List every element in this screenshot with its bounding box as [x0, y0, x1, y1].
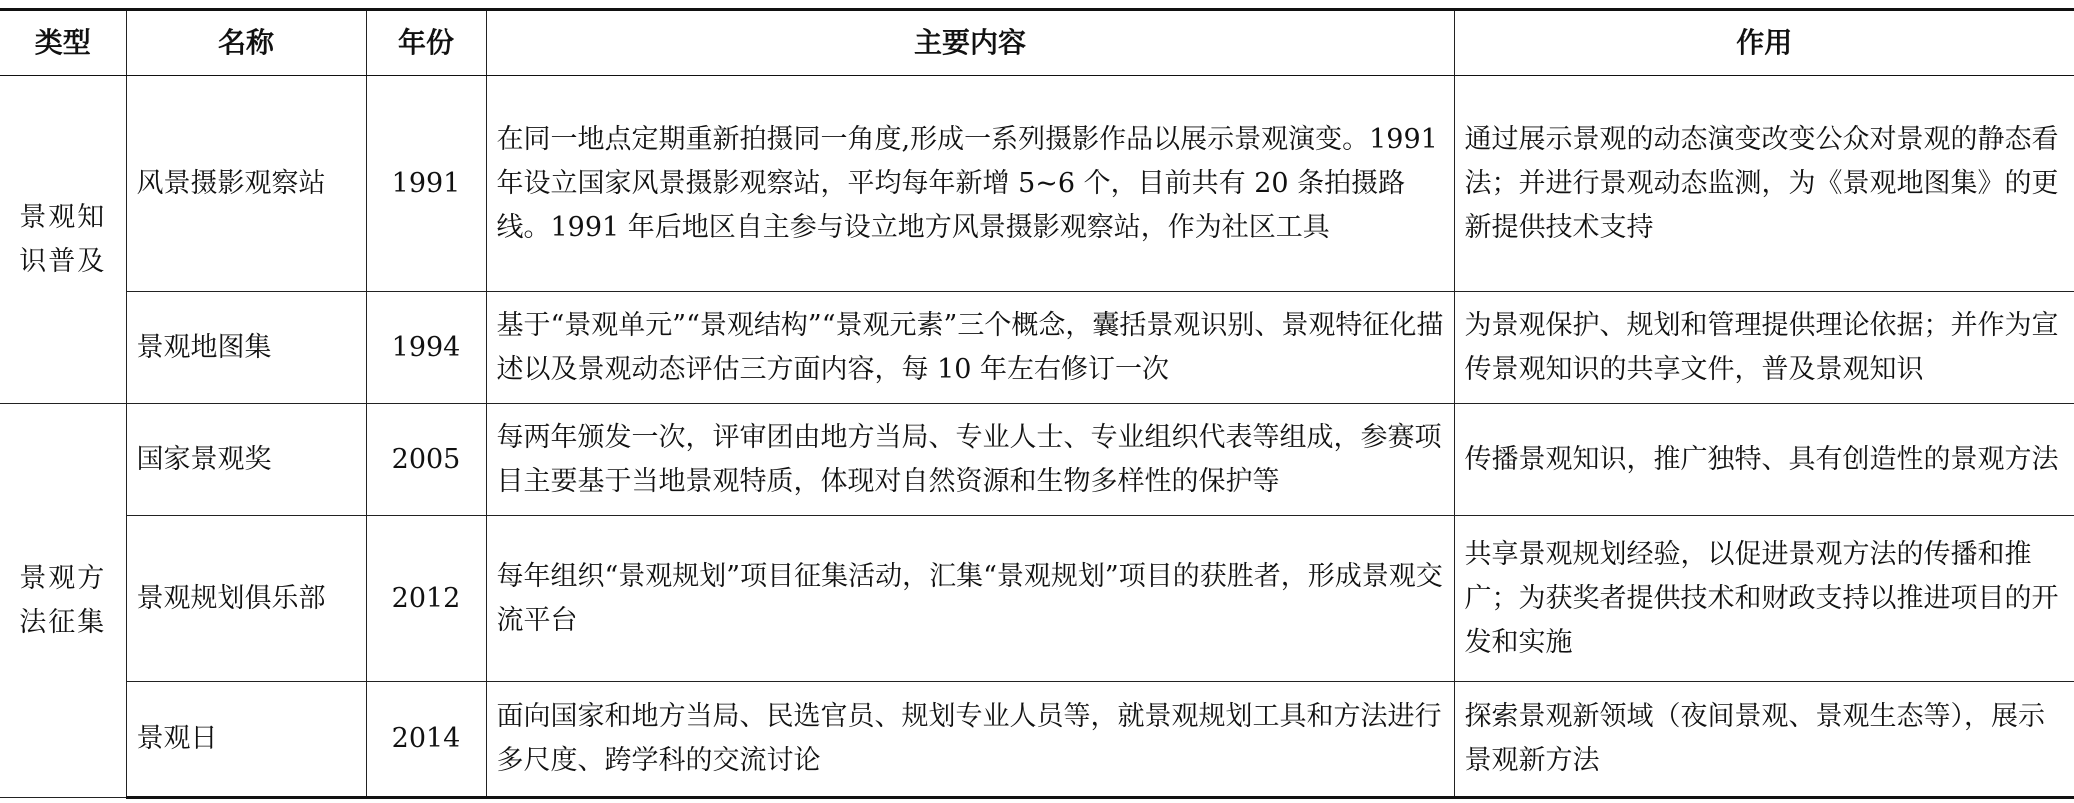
type-cell: 景观方法征集 [0, 404, 126, 798]
header-year: 年份 [366, 10, 486, 76]
year-cell: 2012 [366, 516, 486, 682]
content-cell: 面向国家和地方当局、民选官员、规划专业人员等，就景观规划工具和方法进行多尺度、跨学科的交流讨论 [486, 682, 1454, 798]
year-cell: 2014 [366, 682, 486, 798]
name-cell: 景观地图集 [126, 292, 366, 404]
effect-cell: 探索景观新领域（夜间景观、景观生态等），展示景观新方法 [1454, 682, 2074, 798]
name-cell: 景观日 [126, 682, 366, 798]
landscape-measures-table [0, 8, 2074, 799]
content-cell: 每年组织“景观规划”项目征集活动，汇集“景观规划”项目的获胜者，形成景观交流平台 [486, 516, 1454, 682]
name-cell: 国家景观奖 [126, 404, 366, 516]
table-row [0, 292, 2074, 404]
year-cell: 1994 [366, 292, 486, 404]
effect-cell: 传播景观知识，推广独特、具有创造性的景观方法 [1454, 404, 2074, 516]
effect-cell: 通过展示景观的动态演变改变公众对景观的静态看法；并进行景观动态监测，为《景观地图集》的更新提供技术支持 [1454, 76, 2074, 292]
header-effect: 作用 [1454, 10, 2074, 76]
name-cell: 景观规划俱乐部 [126, 516, 366, 682]
effect-cell: 为景观保护、规划和管理提供理论依据；并作为宣传景观知识的共享文件，普及景观知识 [1454, 292, 2074, 404]
table-header-row [0, 10, 2074, 76]
content-cell: 基于“景观单元”“景观结构”“景观元素”三个概念，囊括景观识别、景观特征化描述以及景观动态评估三方面内容，每 10 年左右修订一次 [486, 292, 1454, 404]
header-content: 主要内容 [486, 10, 1454, 76]
header-type: 类型 [0, 10, 126, 76]
content-cell: 每两年颁发一次，评审团由地方当局、专业人士、专业组织代表等组成，参赛项目主要基于当地景观特质，体现对自然资源和生物多样性的保护等 [486, 404, 1454, 516]
year-cell: 2005 [366, 404, 486, 516]
table-row [0, 76, 2074, 292]
type-cell: 景观知识普及 [0, 76, 126, 404]
header-name: 名称 [126, 10, 366, 76]
effect-cell: 共享景观规划经验，以促进景观方法的传播和推广；为获奖者提供技术和财政支持以推进项目的开发和实施 [1454, 516, 2074, 682]
content-cell: 在同一地点定期重新拍摄同一角度,形成一系列摄影作品以展示景观演变。1991 年设立国家风景摄影观察站，平均每年新增 5~6 个，目前共有 20 条拍摄路线。1991 年后地区自主参与设立地方风景摄影观察站，作为社区工具 [486, 76, 1454, 292]
year-cell: 1991 [366, 76, 486, 292]
table-row [0, 404, 2074, 516]
table-row [0, 682, 2074, 798]
table-row [0, 516, 2074, 682]
name-cell: 风景摄影观察站 [126, 76, 366, 292]
